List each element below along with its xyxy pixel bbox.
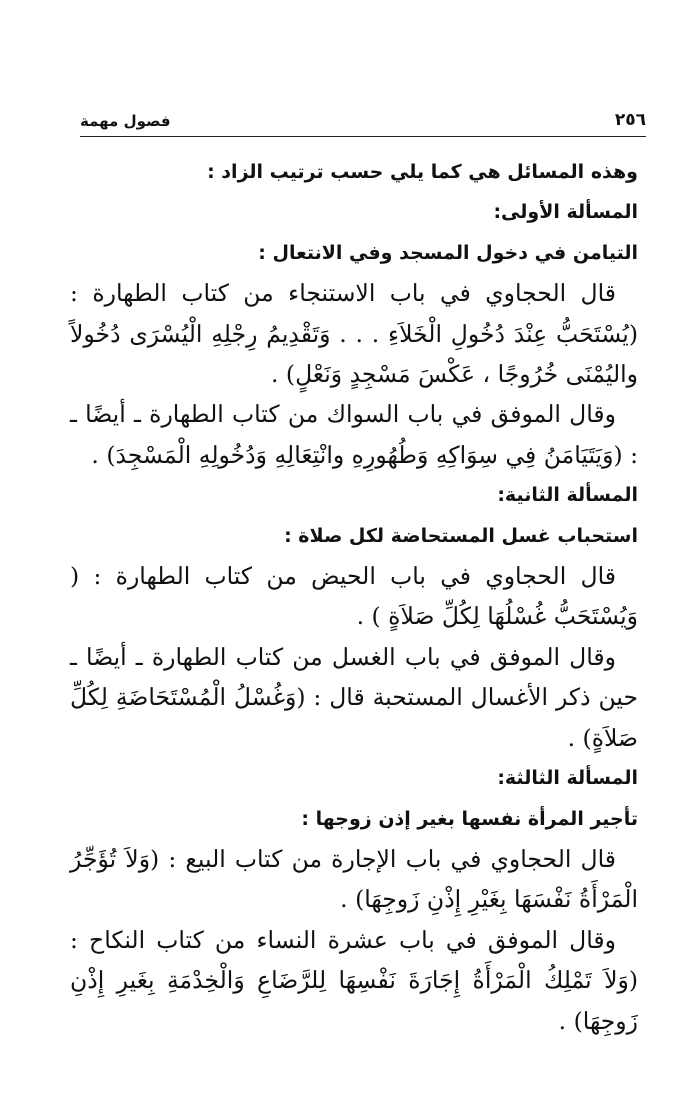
- issue3-hajjawi-paragraph: قال الحجاوي في باب الإجارة من كتاب البيع : (وَلاَ تُؤَجِّرُ الْمَرْأَةُ نَفْسَهَا بِغَيْرِ إِذْنِ زَوجِهَا) .: [70, 844, 638, 914]
- intro-line: وهذه المسائل هي كما يلي حسب ترتيب الزاد :: [207, 161, 638, 183]
- issue2-heading: المسألة الثانية:: [497, 484, 638, 507]
- page-body: [70, 152, 638, 1041]
- issue3-muwaffaq-paragraph: وقال الموفق في باب عشرة النساء من كتاب النكاح : (وَلاَ تَمْلِكُ الْمَرْأَةُ إِجَارَةَ نَفْسِهَا لِلرَّضَاعِ وَالْخِدْمَةِ بِغَيرِ إِذْنِ زَوجِهَا) .: [70, 925, 638, 1035]
- issue1-topic: التيامن في دخول المسجد وفي الانتعال :: [258, 241, 638, 264]
- issue3-topic: تأجير المرأة نفسها بغير إذن زوجها :: [301, 807, 638, 830]
- issue1-hajjawi-paragraph: قال الحجاوي في باب الاستنجاء من كتاب الطهارة : (يُسْتَحَبُّ عِنْدَ دُخُولِ الْخَلاَءِ . . . وَتَقْدِيمُ رِجْلِهِ الْيُسْرَى دُخُولاً واليُمْنَى خُرُوجًا ، عَكْسَ مَسْجِدٍ وَنَعْلٍ) .: [70, 279, 638, 389]
- page-number: ٢٥٦: [614, 110, 646, 130]
- issue3-heading: المسألة الثالثة:: [497, 767, 638, 790]
- issue1-muwaffaq-paragraph: وقال الموفق في باب السواك من كتاب الطهارة ـ أيضًا ـ : (وَيَتَيَامَنُ فِي سِوَاكِهِ وَطُهُورِهِ وانْتِعَالِهِ وَدُخُولِهِ الْمَسْجِدَ) .: [70, 400, 638, 469]
- running-header: [80, 104, 646, 130]
- issue2-topic: استحباب غسل المستحاضة لكل صلاة :: [284, 524, 638, 547]
- issue2-muwaffaq-paragraph: وقال الموفق في باب الغسل من كتاب الطهارة ـ أيضًا ـ حين ذكر الأغسال المستحبة قال : (وَغُسْلُ الْمُسْتَحَاضَةِ لِكُلِّ صَلاَةٍ) .: [70, 642, 638, 752]
- running-title: فصول مهمة: [80, 112, 171, 130]
- header-rule: [80, 136, 646, 137]
- issue1-heading: المسألة الأولى:: [493, 201, 638, 224]
- issue2-hajjawi-paragraph: قال الحجاوي في باب الحيض من كتاب الطهارة : ( وَيُسْتَحَبُّ غُسْلُهَا لِكُلِّ صَلاَةٍ ) .: [70, 562, 638, 631]
